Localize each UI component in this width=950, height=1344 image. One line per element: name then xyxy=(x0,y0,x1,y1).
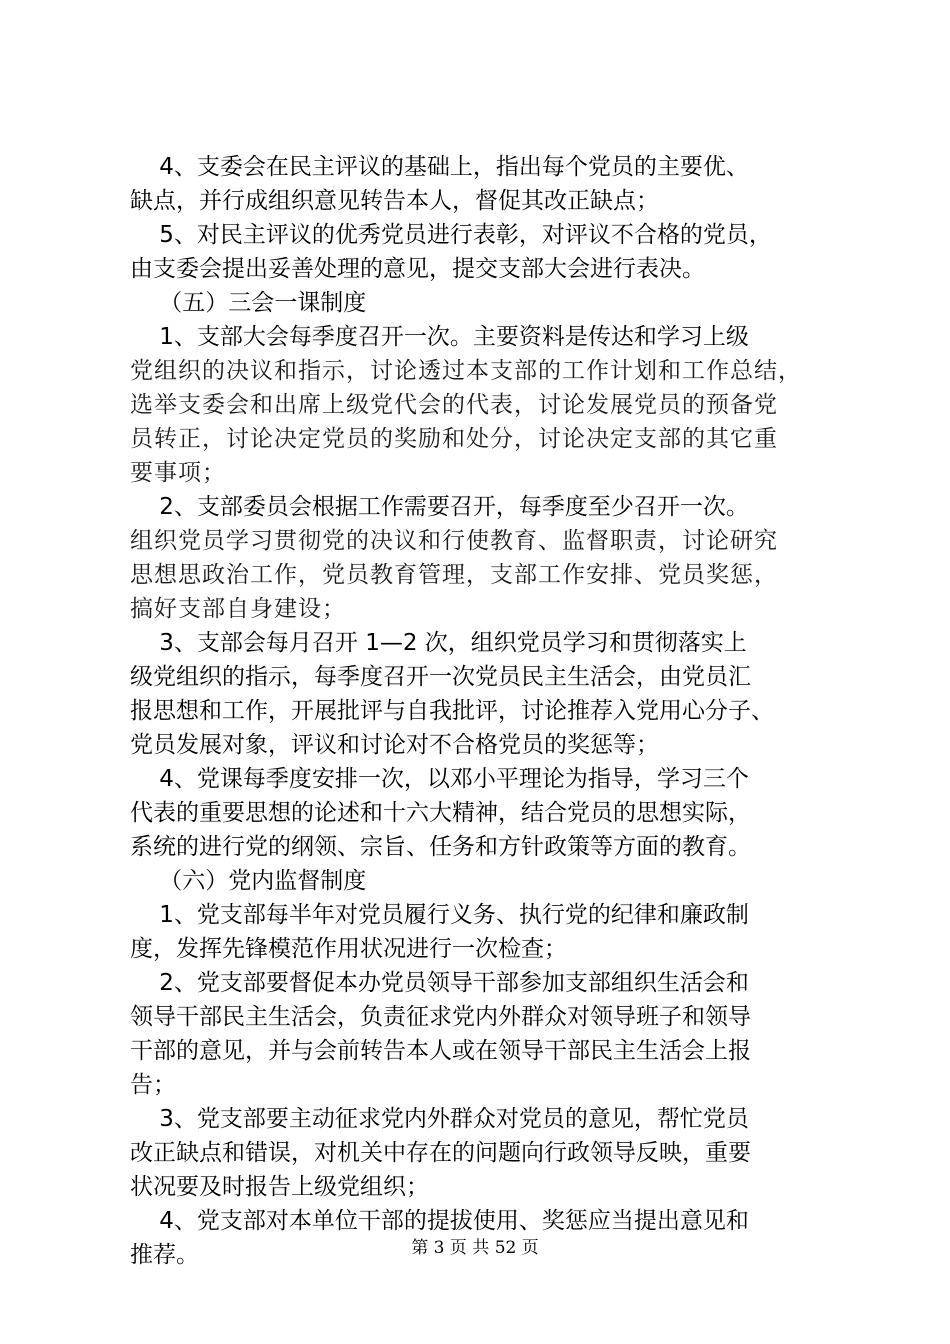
text-line: 报思想和工作，开展批评与自我批评，讨论推荐入党用心分子、 xyxy=(130,698,774,724)
text-line: 要事项； xyxy=(130,460,226,486)
text-line: 改正缺点和错误，对机关中存在的问题向行政领导反映，重要 xyxy=(130,1140,751,1166)
text-line: 选举支委会和出席上级党代会的代表，讨论发展党员的预备党 xyxy=(130,392,778,418)
text-line: 5、对民主评议的优秀党员进行表彰，对评议不合格的党员， xyxy=(130,222,772,248)
text-line: 党组织的决议和指示，讨论透过本支部的工作计划和工作总结， xyxy=(130,358,802,384)
text-line: 由支委会提出妥善处理的意见，提交支部大会进行表决。 xyxy=(130,256,705,282)
text-line: 1、支部大会每季度召开一次。主要资料是传达和学习上级 xyxy=(130,324,749,350)
text-line: 告； xyxy=(130,1072,176,1098)
text-line: 领导干部民主生活会，负责征求党内外群众对领导班子和领导 xyxy=(130,1004,751,1030)
text-line: 3、支部会每月召开 1—2 次，组织党员学习和贯彻落实上 xyxy=(130,630,747,656)
text-line: 组织党员学习贯彻党的决议和行使教育、监督职责，讨论研究 xyxy=(130,528,778,554)
text-line: 2、支部委员会根据工作需要召开，每季度至少召开一次。 xyxy=(130,494,749,520)
text-line: （六）党内监督制度 xyxy=(130,868,367,894)
text-line: 状况要及时报告上级党组织； xyxy=(130,1174,429,1200)
text-line: 4、支委会在民主评议的基础上，指出每个党员的主要优、 xyxy=(130,154,749,180)
text-line: 级党组织的指示，每季度召开一次党员民主生活会，由党员汇 xyxy=(130,664,751,690)
text-line: 党员发展对象，评议和讨论对不合格党员的奖惩等； xyxy=(130,732,659,758)
text-line: （五）三会一课制度 xyxy=(130,290,367,316)
text-line: 员转正，讨论决定党员的奖励和处分，讨论决定支部的其它重 xyxy=(130,426,778,452)
text-line: 搞好支部自身建设； xyxy=(130,596,346,622)
text-line: 系统的进行党的纲领、宗旨、任务和方针政策等方面的教育。 xyxy=(130,834,751,860)
page-footer: 第 3 页 共 52 页 xyxy=(411,1238,539,1258)
text-line: 2、党支部要督促本办党员领导干部参加支部组织生活会和 xyxy=(130,970,749,996)
text-line: 1、党支部每半年对党员履行义务、执行党的纪律和廉政制 xyxy=(130,902,749,928)
text-line: 4、党支部对本单位干部的提拔使用、奖惩应当提出意见和 xyxy=(130,1208,749,1234)
text-line: 思想思政治工作，党员教育管理，支部工作安排、党员奖惩， xyxy=(130,562,778,588)
text-line: 度，发挥先锋模范作用状况进行一次检查； xyxy=(130,936,567,962)
text-line: 干部的意见，并与会前转告本人或在领导干部民主生活会上报 xyxy=(130,1038,751,1064)
text-line: 推荐。 xyxy=(130,1242,199,1268)
text-line: 缺点，并行成组织意见转告本人，督促其改正缺点； xyxy=(130,188,659,214)
text-line: 3、党支部要主动征求党内外群众对党员的意见，帮忙党员 xyxy=(130,1106,749,1132)
text-line: 4、党课每季度安排一次，以邓小平理论为指导，学习三个 xyxy=(130,766,749,792)
text-line: 代表的重要思想的论述和十六大精神，结合党员的思想实际， xyxy=(130,800,751,826)
body-text xyxy=(130,150,830,1272)
